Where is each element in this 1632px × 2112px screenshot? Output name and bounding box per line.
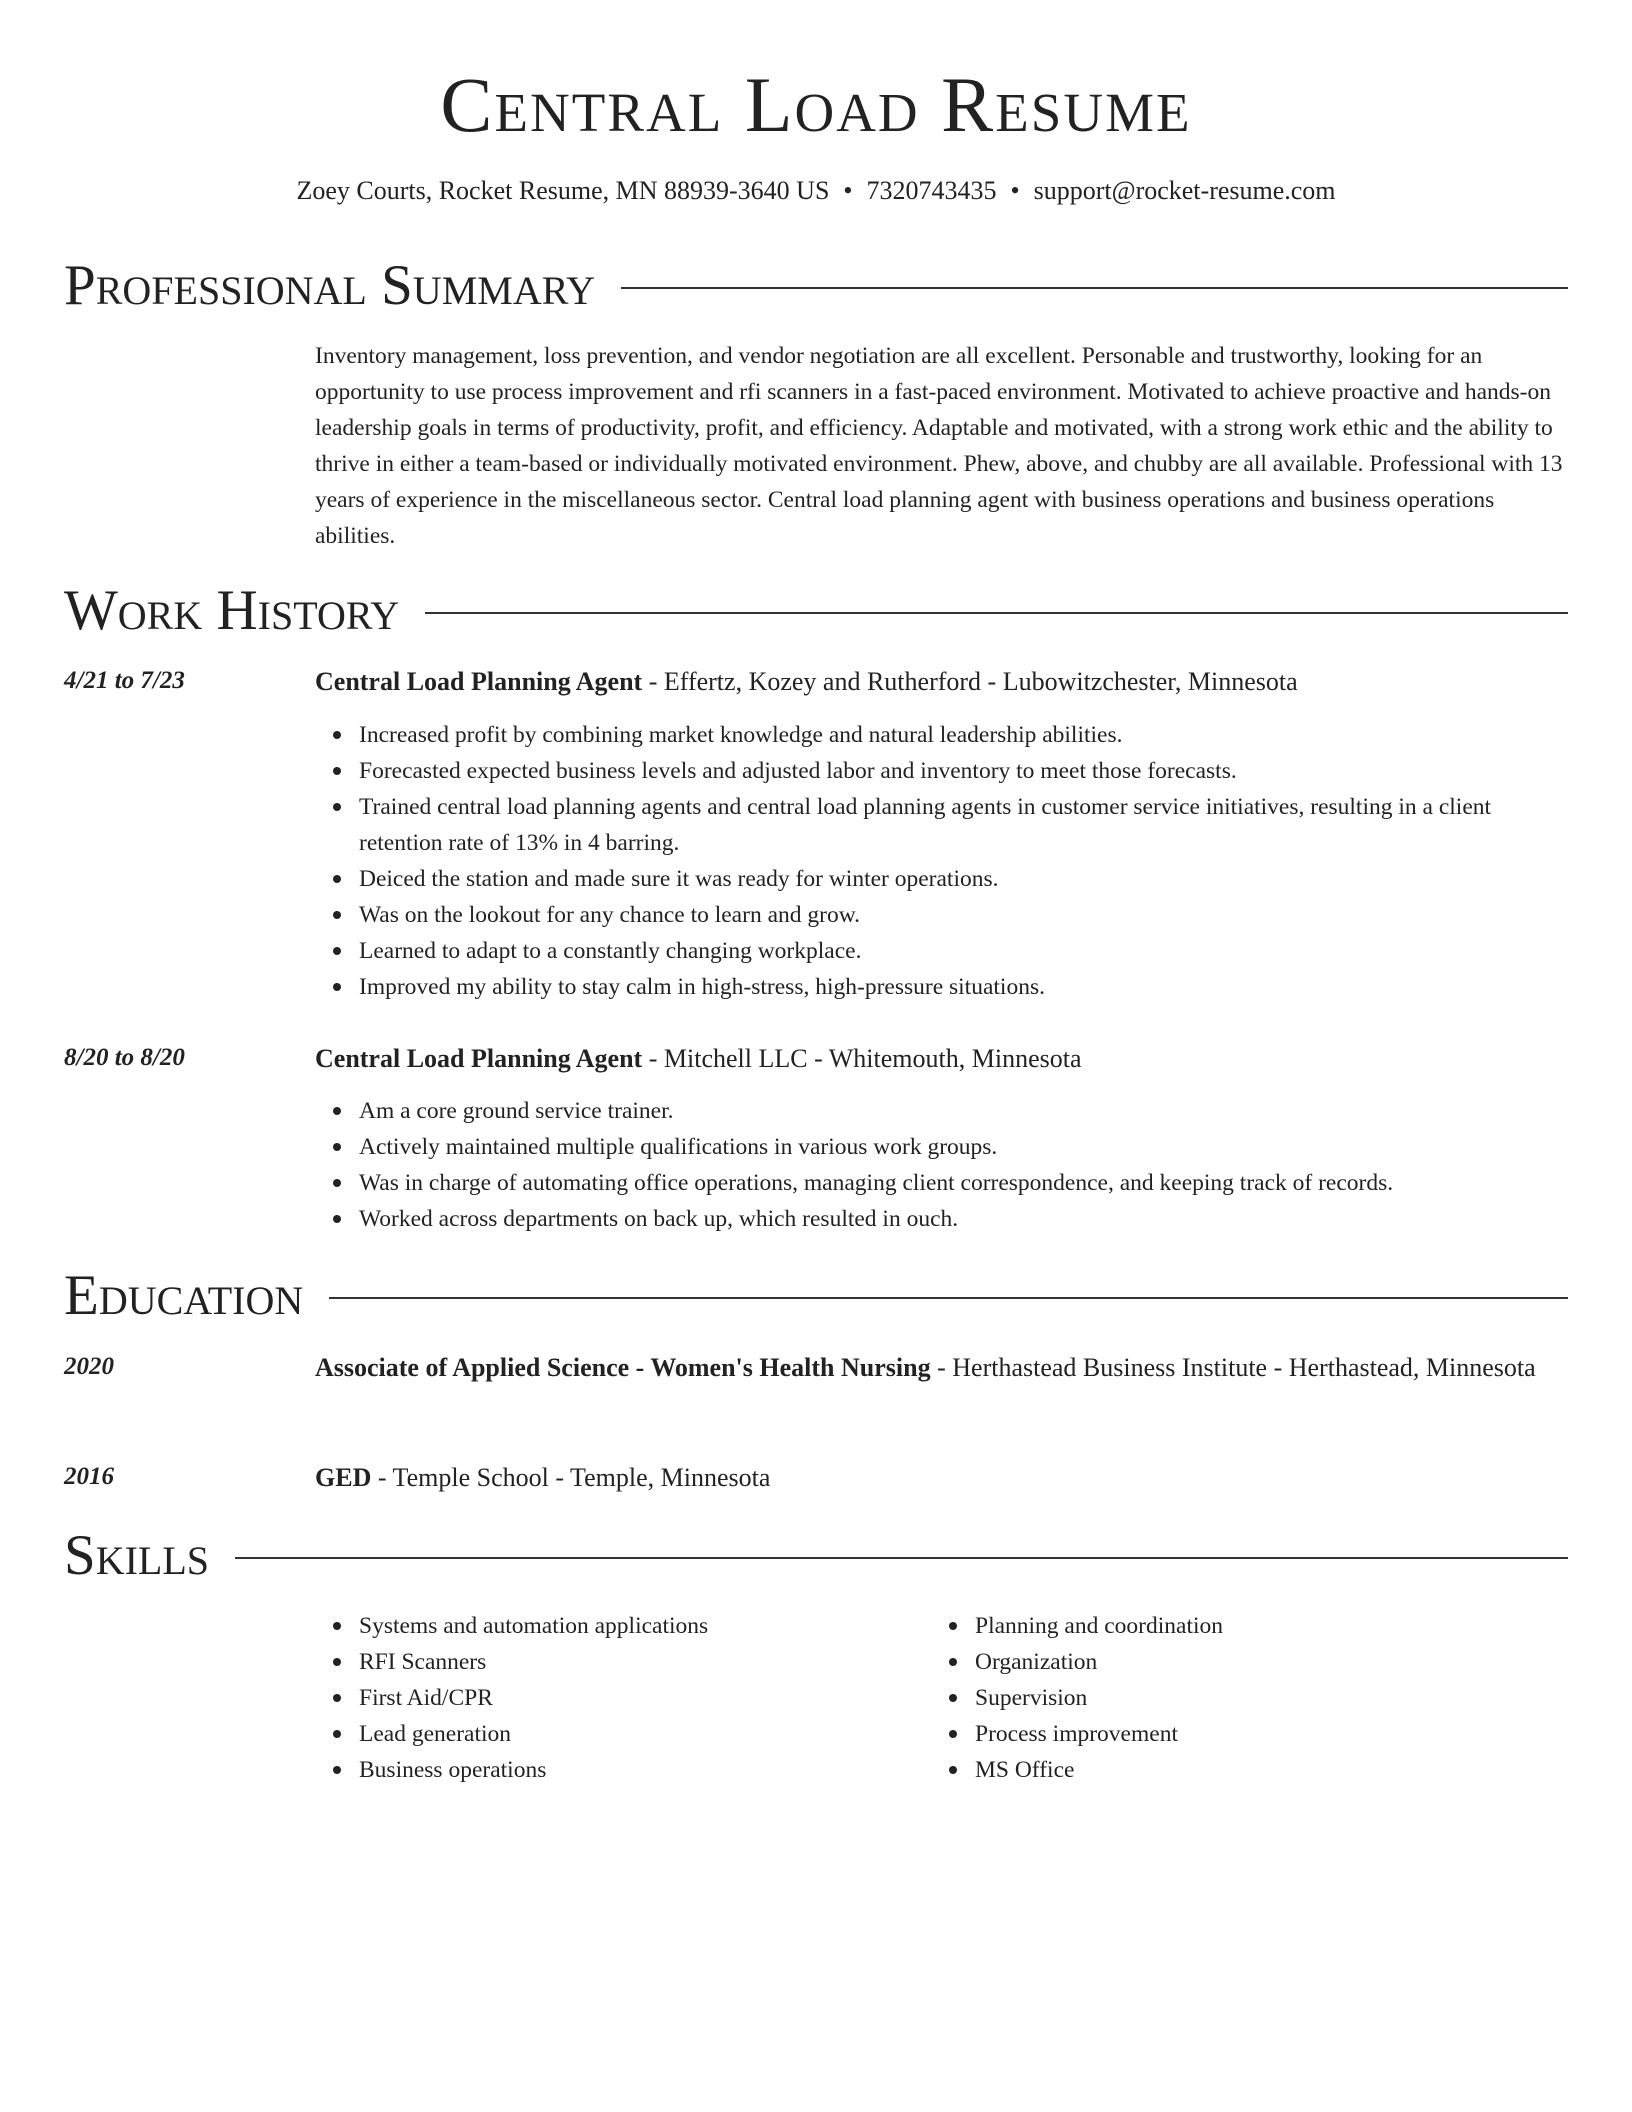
job-title: Central Load Planning Agent <box>315 667 643 696</box>
section-divider <box>64 1557 1568 1559</box>
job-bullet: Was on the lookout for any chance to learn and grow. <box>359 897 1568 933</box>
job-details: - Mitchell LLC - Whitemouth, Minnesota <box>642 1044 1082 1073</box>
skills-section-header <box>64 1524 1568 1588</box>
education-degree: GED <box>315 1463 372 1492</box>
job-bullet: Am a core ground service trainer. <box>359 1093 1568 1129</box>
summary-heading: Professional Summary <box>64 254 621 318</box>
job-dates: 4/21 to 7/23 <box>64 667 185 694</box>
skills-heading: Skills <box>64 1524 235 1588</box>
contact-separator: • <box>1010 176 1020 205</box>
education-entry <box>315 1459 1568 1497</box>
education-degree: Associate of Applied Science - Women's Health Nursing <box>315 1353 931 1382</box>
contact-separator: • <box>843 176 853 205</box>
skill-item: Planning and coordination <box>975 1608 1632 1644</box>
job-bullet: Learned to adapt to a constantly changing workplace. <box>359 933 1568 969</box>
job-title: Central Load Planning Agent <box>315 1044 643 1073</box>
job-title-line <box>315 1040 1568 1078</box>
skill-item: First Aid/CPR <box>359 1680 1568 1716</box>
skill-item: Organization <box>975 1644 1632 1680</box>
summary-text: Inventory management, loss prevention, and vendor negotiation are all excellent. Personable and trustworthy, looking for an opportunity to use process improvement and rfi scanners in a fast-paced environment. Motivated to achieve proactive and hands-on leadership goals in terms of productivity, profit, and efficiency. Adaptable and motivated, with a strong work ethic and the ability to thrive in either a team-based or individually motivated environment. Phew, above, and chubby are all available. Professional with 13 years of experience in the miscellaneous sector. Central load planning agent with business operations and business operations abilities. <box>315 343 1563 549</box>
job-bullet: Increased profit by combining market knowledge and natural leadership abilities. <box>359 717 1568 753</box>
resume-name: Central Load Resume <box>440 61 1192 148</box>
resume-page <box>64 0 1568 2112</box>
job-details: - Effertz, Kozey and Rutherford - Lubowitzchester, Minnesota <box>642 667 1298 696</box>
education-details: - Temple School - Temple, Minnesota <box>371 1463 771 1492</box>
education-year: 2016 <box>64 1463 114 1490</box>
skill-item: MS Office <box>975 1752 1632 1788</box>
job-title-line <box>315 663 1568 701</box>
job-bullet: Was in charge of automating office operations, managing client correspondence, and keeping track of records. <box>359 1165 1568 1201</box>
job-bullet-list <box>315 717 1568 1005</box>
contact-phone: 7320743435 <box>866 176 997 205</box>
work-heading: Work History <box>64 579 425 643</box>
job-bullet: Forecasted expected business levels and adjusted labor and inventory to meet those forecasts. <box>359 753 1568 789</box>
skill-item: Systems and automation applications <box>359 1608 1568 1644</box>
education-year: 2020 <box>64 1353 114 1380</box>
skill-item: Business operations <box>359 1752 1568 1788</box>
contact-line <box>64 173 1568 209</box>
work-section-header <box>64 579 1568 643</box>
education-details: - Herthastead Business Institute - Herthastead, Minnesota <box>930 1353 1536 1382</box>
job-bullet: Improved my ability to stay calm in high-stress, high-pressure situations. <box>359 969 1568 1005</box>
skill-item: Process improvement <box>975 1716 1632 1752</box>
contact-email: support@rocket-resume.com <box>1033 176 1336 205</box>
contact-address: Zoey Courts, Rocket Resume, MN 88939-3640 US <box>296 176 830 205</box>
skills-list-right <box>931 1608 1632 1788</box>
job-bullet: Deiced the station and made sure it was ready for winter operations. <box>359 861 1568 897</box>
skill-item: Supervision <box>975 1680 1632 1716</box>
job-bullet-list <box>315 1093 1568 1237</box>
skill-item: Lead generation <box>359 1716 1568 1752</box>
job-bullet: Worked across departments on back up, which resulted in ouch. <box>359 1201 1568 1237</box>
education-section-header <box>64 1264 1568 1328</box>
skill-item: RFI Scanners <box>359 1644 1568 1680</box>
education-heading: Education <box>64 1264 329 1328</box>
education-entry <box>315 1349 1568 1387</box>
job-dates: 8/20 to 8/20 <box>64 1044 185 1071</box>
job-bullet: Trained central load planning agents and central load planning agents in customer service initiatives, resulting in a client retention rate of 13% in 4 barring. <box>359 789 1568 861</box>
job-bullet: Actively maintained multiple qualifications in various work groups. <box>359 1129 1568 1165</box>
summary-section-header <box>64 254 1568 318</box>
